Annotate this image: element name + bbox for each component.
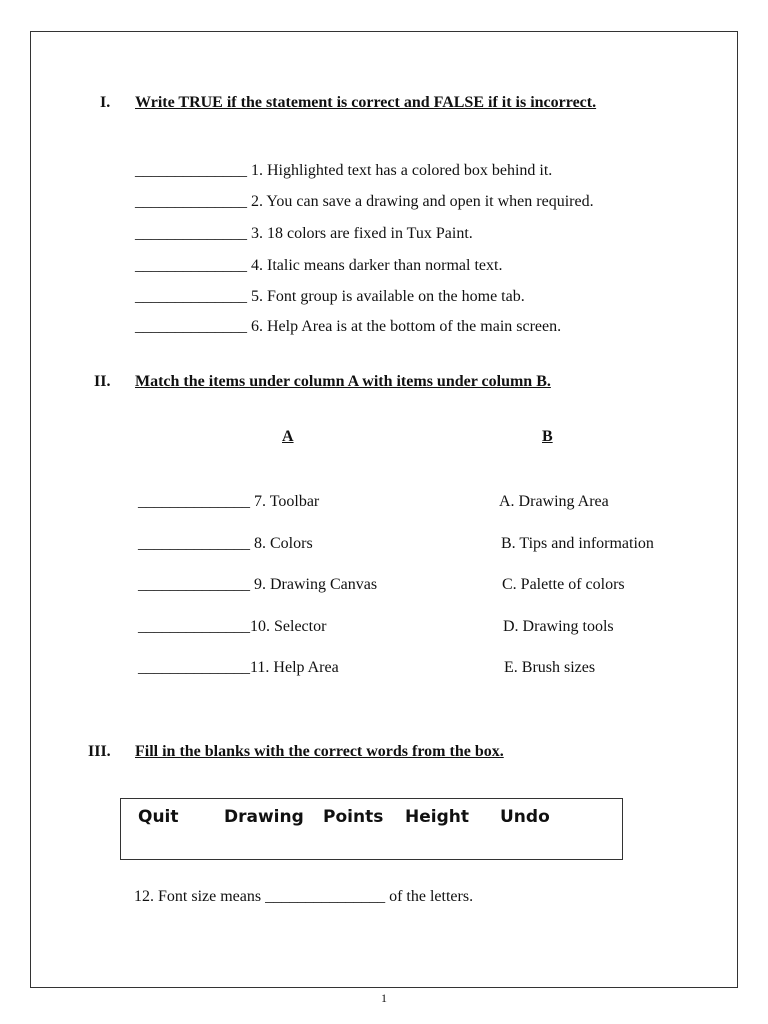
section-1-number: I. [100,94,111,111]
true-false-question: ______________ 5. Font group is available on the home tab. [135,288,525,305]
true-false-question: ______________ 4. Italic means darker than normal text. [135,257,503,274]
match-item-b: E. Brush sizes [504,659,596,676]
word-bank-item: Quit [138,807,179,827]
section-1-title: Write TRUE if the statement is correct and FALSE if it is incorrect. [135,94,597,111]
word-bank-item: Points [323,807,384,827]
section-2-number: II. [94,373,111,390]
match-item-a: ______________11. Help Area [138,659,339,676]
section-2-title: Match the items under column A with items under column B. [135,373,551,390]
true-false-question: ______________ 1. Highlighted text has a colored box behind it. [135,162,553,179]
match-item-a: ______________ 8. Colors [138,535,313,552]
column-a-header: A [282,428,294,445]
match-item-b: D. Drawing tools [503,618,614,635]
word-bank-item: Undo [500,807,550,827]
match-item-a: ______________10. Selector [138,618,327,635]
word-bank-item: Height [405,807,469,827]
word-bank-item: Drawing [224,807,304,827]
true-false-question: ______________ 3. 18 colors are fixed in Tux Paint. [135,225,473,242]
section-3-title: Fill in the blanks with the correct words from the box. [135,743,504,760]
true-false-question: ______________ 2. You can save a drawing and open it when required. [135,193,594,210]
column-b-header: B [542,428,553,445]
match-item-b: B. Tips and information [501,535,654,552]
fill-blank-question: 12. Font size means _______________ of the letters. [134,888,474,905]
match-item-a: ______________ 9. Drawing Canvas [138,576,378,593]
match-item-b: A. Drawing Area [499,493,609,510]
match-item-a: ______________ 7. Toolbar [138,493,320,510]
true-false-question: ______________ 6. Help Area is at the bottom of the main screen. [135,318,562,335]
page-number: 1 [381,991,387,1005]
match-item-b: C. Palette of colors [502,576,625,593]
section-3-number: III. [88,743,111,760]
